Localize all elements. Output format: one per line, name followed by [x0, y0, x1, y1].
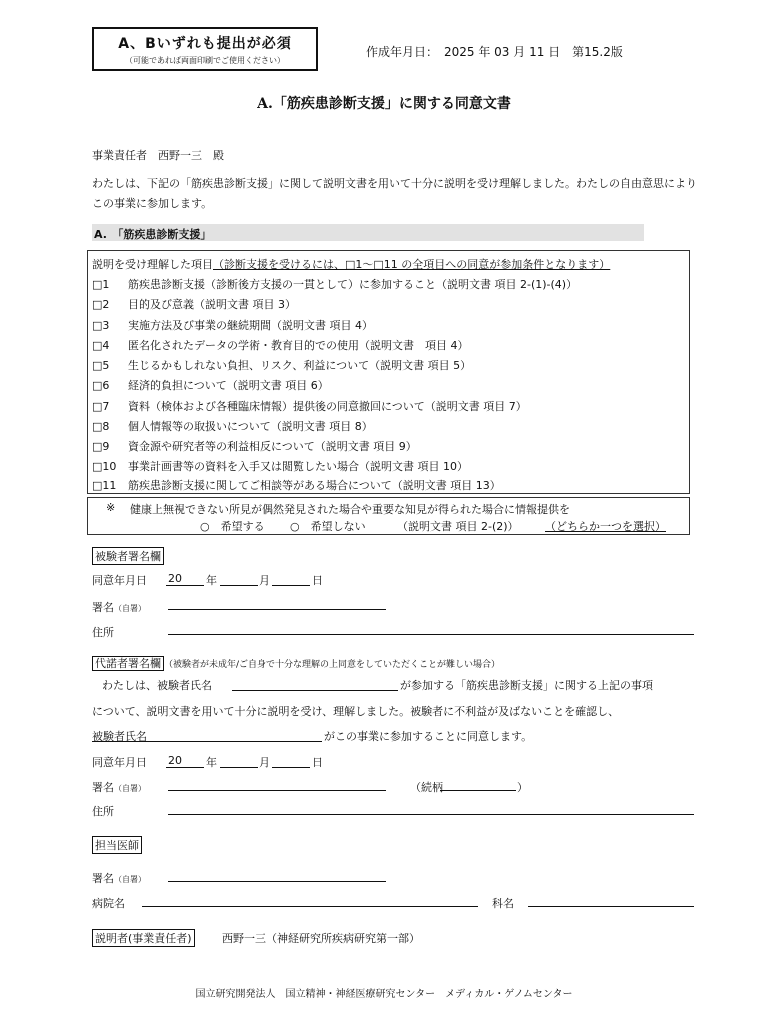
choose-one-note: （どちらか一つを選択） [545, 520, 666, 533]
option-wish[interactable]: ○ 希望する [200, 520, 265, 533]
self-sign-note: （自署） [114, 604, 146, 613]
consent-item-6[interactable] [92, 377, 329, 393]
checkbox-3[interactable]: □3 [92, 319, 110, 332]
subject-year-prefix: 20 [168, 572, 182, 585]
checkbox-11[interactable]: □11 [92, 479, 117, 492]
subject-sign-label [92, 599, 146, 615]
consent-item-3[interactable] [92, 317, 373, 333]
notice-reference: （説明文書 項目 2-(2)） [397, 520, 519, 533]
consent-item-11[interactable] [92, 477, 501, 493]
consent-item-text: 目的及び意義（説明文書 項目 3） [128, 298, 296, 311]
section-heading-bar [92, 224, 644, 241]
consent-item-text: 個人情報等の取扱いについて（説明文書 項目 8） [128, 420, 373, 433]
checkbox-1[interactable]: □1 [92, 278, 110, 291]
items-header-note: （診断支援を受けるには、□1～□11 の全項目への同意が参加条件となります） [213, 258, 611, 271]
proxy-year-unit: 年 [206, 756, 217, 769]
checkbox-4[interactable]: □4 [92, 339, 110, 352]
consent-item-8[interactable] [92, 418, 373, 434]
self-sign-note: （自署） [114, 875, 146, 884]
proxy-address-label: 住所 [92, 805, 114, 818]
proxy-sign-label [92, 779, 146, 795]
proxy-year-prefix: 20 [168, 754, 182, 767]
consent-item-5[interactable] [92, 357, 471, 373]
proxy-line2: について、説明文書を用いて十分に説明を受け、理解しました。被験者に不利益が及ばないことを確認し、 [92, 705, 620, 718]
proxy-line1b: が参加する「筋疾患診断支援」に関する上記の事項 [400, 679, 653, 692]
hospital-line[interactable] [142, 906, 478, 907]
subject-day-line[interactable] [272, 585, 310, 586]
section-heading: A. 「筋疾患診断支援」 [94, 228, 212, 241]
items-header-label: 説明を受け理解した項目 [92, 258, 213, 271]
submission-notice-title: A、Bいずれも提出が必須 [118, 36, 292, 52]
proxy-day-unit: 日 [312, 756, 323, 769]
hospital-label: 病院名 [92, 897, 125, 910]
notice-text: 健康上無視できない所見が偶然発見された場合や重要な知見が得られた場合に情報提供を [130, 503, 570, 516]
subject-address-label: 住所 [92, 626, 114, 639]
submission-notice-note: （可能であれば両面印刷でご使用ください） [125, 56, 285, 65]
checkbox-10[interactable]: □10 [92, 460, 117, 473]
department-label: 科名 [492, 897, 514, 910]
proxy-subject-name-line-1[interactable] [232, 690, 398, 691]
proxy-signature-label: 代諾者署名欄 [92, 656, 164, 671]
footer-organization: 国立研究開発法人 国立精神・神経医療研究センター メディカル・ゲノムセンター [195, 989, 573, 1000]
addressee: 事業責任者 西野一三 殿 [92, 149, 224, 162]
doctor-label: 担当医師 [92, 836, 142, 854]
doctor-sign-line[interactable] [168, 881, 386, 882]
proxy-date-label: 同意年月日 [92, 756, 147, 769]
explainer-label: 説明者(事業責任者) [92, 929, 195, 947]
sign-text: 署名 [92, 781, 114, 794]
checkbox-5[interactable]: □5 [92, 359, 110, 372]
proxy-line1a: わたしは、被験者氏名 [102, 679, 212, 692]
proxy-line3b: がこの事業に参加することに同意します。 [324, 730, 533, 743]
checkbox-7[interactable]: □7 [92, 400, 110, 413]
notice-mark: ※ [106, 501, 116, 514]
subject-month-unit: 月 [259, 574, 270, 587]
consent-item-text: 匿名化されたデータの学術・教育目的での使用（説明文書 項目 4） [128, 339, 469, 352]
relation-line[interactable] [440, 790, 516, 791]
intro-paragraph: わたしは、下記の「筋疾患診断支援」に関して説明文書を用いて十分に説明を受け理解しました。わたしの自由意思によりこの事業に参加します。 [92, 177, 697, 210]
proxy-year-line[interactable] [166, 767, 204, 768]
consent-item-10[interactable] [92, 458, 468, 474]
doctor-sign-label [92, 870, 146, 886]
consent-item-9[interactable] [92, 438, 417, 454]
proxy-month-line[interactable] [220, 767, 258, 768]
sign-text: 署名 [92, 601, 114, 614]
checkbox-2[interactable]: □2 [92, 298, 110, 311]
consent-item-text: 実施方法及び事業の継続期間（説明文書 項目 4） [128, 319, 373, 332]
consent-item-text: 筋疾患診断支援に関してご相談等がある場合について（説明文書 項目 13） [128, 479, 501, 492]
sign-text: 署名 [92, 872, 114, 885]
consent-item-text: 資料（検体および各種臨床情報）提供後の同意撤回について（説明文書 項目 7） [128, 400, 527, 413]
department-line[interactable] [528, 906, 694, 907]
proxy-sign-line[interactable] [168, 790, 386, 791]
creation-date: 作成年月日： 2025 年 03 月 11 日 第15.2版 [366, 45, 623, 59]
proxy-month-unit: 月 [259, 756, 270, 769]
subject-address-line[interactable] [168, 634, 694, 635]
consent-item-7[interactable] [92, 398, 527, 414]
proxy-address-line[interactable] [168, 814, 694, 815]
subject-year-line[interactable] [166, 585, 204, 586]
subject-year-unit: 年 [206, 574, 217, 587]
subject-day-unit: 日 [312, 574, 323, 587]
relation-label: （続柄 [410, 781, 443, 794]
items-header [92, 256, 610, 272]
consent-item-2[interactable] [92, 296, 296, 312]
explainer-name: 西野一三（神経研究所疾病研究第一部） [222, 932, 420, 945]
consent-item-1[interactable] [92, 276, 577, 292]
consent-item-text: 経済的負担について（説明文書 項目 6） [128, 379, 329, 392]
subject-month-line[interactable] [220, 585, 258, 586]
proxy-line3a: 被験者氏名 [92, 730, 147, 743]
consent-item-text: 筋疾患診断支援（診断後方支援の一貫として）に参加すること（説明文書 項目 2-(1)-(4)） [128, 278, 578, 291]
subject-signature-label: 被験者署名欄 [92, 547, 164, 565]
subject-date-label: 同意年月日 [92, 574, 147, 587]
consent-item-text: 事業計画書等の資料を入手又は閲覧したい場合（説明文書 項目 10） [128, 460, 468, 473]
document-title: A.「筋疾患診断支援」に関する同意文書 [257, 96, 511, 112]
option-no-wish[interactable]: ○ 希望しない [290, 520, 366, 533]
checkbox-8[interactable]: □8 [92, 420, 110, 433]
submission-notice-box [92, 27, 318, 71]
proxy-day-line[interactable] [272, 767, 310, 768]
proxy-subject-name-line-2[interactable] [92, 741, 322, 742]
consent-item-text: 生じるかもしれない負担、リスク、利益について（説明文書 項目 5） [128, 359, 472, 372]
proxy-note: （被験者が未成年/ご自身で十分な理解の上同意をしていただくことが難しい場合） [164, 660, 501, 670]
checkbox-9[interactable]: □9 [92, 440, 110, 453]
checkbox-6[interactable]: □6 [92, 379, 110, 392]
consent-item-4[interactable] [92, 337, 469, 353]
consent-item-text: 資金源や研究者等の利益相反について（説明文書 項目 9） [128, 440, 417, 453]
proxy-header [92, 655, 500, 671]
self-sign-note: （自署） [114, 784, 146, 793]
subject-sign-line[interactable] [168, 609, 386, 610]
relation-close: ） [517, 781, 528, 794]
